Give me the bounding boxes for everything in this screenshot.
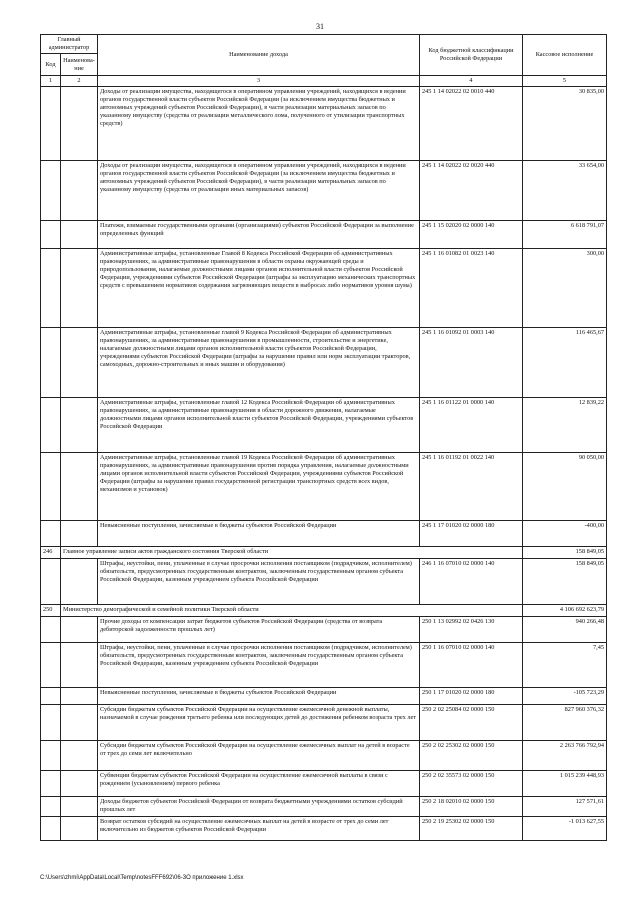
admin-name: Министерство демографической и семейной политики Тверской области [61, 605, 523, 617]
group-row [41, 547, 607, 559]
cash-amount: 116 465,67 [523, 328, 607, 398]
budget-code: 246 1 16 07010 02 0000 140 [420, 559, 523, 605]
cash-amount: -105 723,29 [523, 688, 607, 705]
cash-amount: 158 849,05 [523, 559, 607, 605]
empty-cell [41, 249, 61, 328]
col-number: 1 [41, 76, 61, 87]
cash-amount: 300,00 [523, 249, 607, 328]
table-row [41, 643, 607, 688]
income-name: Административные штрафы, установленные главой 12 Кодекса Российской Федерации об административных правонарушениях, за административные правонарушения в области дорожного движения, налагаемые должностными лицами органов исполнительной власти субъектов Российской Федерации, учреждениями субъектов Российской Федерации [98, 398, 420, 453]
table-row [41, 161, 607, 221]
budget-code: 245 1 16 01122 01 0000 140 [420, 398, 523, 453]
budget-code: 245 1 16 01082 01 0023 140 [420, 249, 523, 328]
budget-code: 250 1 16 07010 02 0000 140 [420, 643, 523, 688]
empty-cell [61, 771, 98, 797]
table-row [41, 741, 607, 771]
table-row [41, 817, 607, 841]
table-row [41, 249, 607, 328]
col-number: 4 [420, 76, 523, 87]
income-name: Платежи, взимаемые государственными органами (организациями) субъектов Российской Федерации за выполнение определенных функций [98, 221, 420, 249]
budget-code: 245 1 15 02020 02 0000 140 [420, 221, 523, 249]
budget-code: 250 1 13 02992 02 0426 130 [420, 617, 523, 643]
cash-amount: 827 960 376,32 [523, 705, 607, 741]
budget-code: 245 1 14 02022 02 0020 440 [420, 161, 523, 221]
table-row [41, 328, 607, 398]
cash-amount: -400,00 [523, 521, 607, 547]
income-name: Доходы от реализации имущества, находящегося в оперативном управлении учреждений, находящихся в ведении органов государственной власти субъектов Российской Федерации (за исключением имущества бюджетных и автономных учреждений субъектов Российской Федерации), в части реализации материальных запасов по указанному имуществу (средства от реализации иных материальных запасов) [98, 161, 420, 221]
cash-amount: 1 015 239 448,93 [523, 771, 607, 797]
income-name: Прочие доходы от компенсации затрат бюджетов субъектов Российской Федерации (средства от возврата дебиторской задолженности прошлых лет) [98, 617, 420, 643]
group-row [41, 605, 607, 617]
income-name: Административные штрафы, установленные главой 19 Кодекса Российской Федерации об административных правонарушениях, за административные правонарушения против порядка управления, налагаемые должностными лицами органов исполнительной власти субъектов Российской Федерации, учреждениями субъектов Российской Федерации (штрафы за нарушение правил государственной регистрации транспортных средств всех видов, механизмов и установок) [98, 453, 420, 521]
income-name: Невыясненные поступления, зачисляемые в бюджеты субъектов Российской Федерации [98, 521, 420, 547]
table-row [41, 771, 607, 797]
group-total: 4 106 692 623,79 [523, 605, 607, 617]
budget-code: 250 2 18 02010 02 0000 150 [420, 797, 523, 817]
income-name: Субсидии бюджетам субъектов Российской Федерации на осуществление ежемесячных выплат на детей в возрасте от трех до семи лет включительно [98, 741, 420, 771]
budget-code: 245 1 16 01192 01 0022 140 [420, 453, 523, 521]
empty-cell [41, 161, 61, 221]
empty-cell [41, 559, 61, 605]
table-row [41, 797, 607, 817]
empty-cell [61, 453, 98, 521]
col-number: 2 [61, 76, 98, 87]
cash-amount: 7,45 [523, 643, 607, 688]
cash-amount: 12 839,22 [523, 398, 607, 453]
admin-group-header: Главный администратор [41, 35, 98, 54]
empty-cell [61, 249, 98, 328]
table-row [41, 221, 607, 249]
group-total: 158 849,05 [523, 547, 607, 559]
empty-cell [41, 741, 61, 771]
empty-cell [61, 688, 98, 705]
empty-cell [61, 617, 98, 643]
admin-code: 250 [41, 605, 61, 617]
admin-code: 246 [41, 547, 61, 559]
empty-cell [61, 559, 98, 605]
empty-cell [61, 817, 98, 841]
empty-cell [41, 221, 61, 249]
empty-cell [41, 643, 61, 688]
empty-cell [41, 771, 61, 797]
budget-code: 250 1 17 01020 02 0000 180 [420, 688, 523, 705]
income-name: Субсидии бюджетам субъектов Российской Федерации на осуществление ежемесячной денежной выплаты, назначаемой в случае рождения третьего ребенка или последующих детей до достижения ребенком возраста трех лет [98, 705, 420, 741]
empty-cell [61, 221, 98, 249]
empty-cell [61, 521, 98, 547]
cash-amount: 940 266,48 [523, 617, 607, 643]
income-name: Штрафы, неустойки, пени, уплаченные в случае просрочки исполнения поставщиком (подрядчиком, исполнителем) обязательств, предусмотренных государственным контрактом, заключенным государственным органом субъекта Российской Федерации, казенным учреждением субъекта Российской Федерации [98, 643, 420, 688]
col-number: 5 [523, 76, 607, 87]
income-name: Доходы бюджетов субъектов Российской Федерации от возврата бюджетными учреждениями остатков субсидий прошлых лет [98, 797, 420, 817]
empty-cell [41, 328, 61, 398]
income-name: Штрафы, неустойки, пени, уплаченные в случае просрочки исполнения поставщиком (подрядчиком, исполнителем) обязательств, предусмотренных государственным контрактом, заключенным государственным органом субъекта Российской Федерации, казенным учреждением субъекта Российской Федерации [98, 559, 420, 605]
empty-cell [61, 741, 98, 771]
empty-cell [41, 688, 61, 705]
empty-cell [41, 87, 61, 161]
cash-header: Кассовое исполнение [523, 35, 607, 76]
cash-amount: 6 618 791,07 [523, 221, 607, 249]
income-name: Административные штрафы, установленные Главой 8 Кодекса Российской Федерации об административных правонарушениях, за административные правонарушения в области охраны окружающей среды и природопользования, налагаемые должностными лицами органов исполнительной власти субъектов Российской Федерации, учреждениями субъектов Российской Федерации (штрафы за эксплуатацию механических транспортных средств с превышением нормативов содержания загрязняющих веществ в выбросах либо нормативов уровня шума) [98, 249, 420, 328]
income-name: Субвенции бюджетам субъектов Российской Федерации на осуществление ежемесячной выплаты в связи с рождением (усыновлением) первого ребенка [98, 771, 420, 797]
table-row [41, 688, 607, 705]
empty-cell [41, 797, 61, 817]
table-row [41, 521, 607, 547]
income-name: Административные штрафы, установленные главой 9 Кодекса Российской Федерации об административных правонарушениях, за административные правонарушения в промышленности, строительстве и энергетике, налагаемые должностными лицами органов исполнительной власти субъектов Российской Федерации, учреждениями субъектов Российской Федерации (штрафы за нарушение правил или норм эксплуатации тракторов, самоходных, дорожно-строительных и иных машин и оборудования) [98, 328, 420, 398]
empty-cell [41, 398, 61, 453]
table-row [41, 617, 607, 643]
empty-cell [41, 617, 61, 643]
income-name: Возврат остатков субсидий на осуществление ежемесячных выплат на детей в возрасте от трех до семи лет включительно из бюджетов субъектов Российской Федерации [98, 817, 420, 841]
income-table [40, 34, 607, 841]
income-name: Доходы от реализации имущества, находящегося в оперативном управлении учреждений, находящихся в ведении органов государственной власти субъектов Российской Федерации (за исключением имущества бюджетных и автономных учреждений субъектов Российской Федерации), в части реализации материальных запасов по указанному имуществу (средства от реализации металлического лома, полученного от утилизации транспортных средств) [98, 87, 420, 161]
budget-code-header: Код бюджетной классификации Российской Федерации [420, 35, 523, 76]
budget-code: 250 2 02 25084 02 0000 150 [420, 705, 523, 741]
table-row [41, 87, 607, 161]
empty-cell [61, 797, 98, 817]
empty-cell [41, 453, 61, 521]
col-number: 3 [98, 76, 420, 87]
empty-cell [41, 705, 61, 741]
empty-cell [61, 161, 98, 221]
empty-cell [41, 817, 61, 841]
empty-cell [61, 705, 98, 741]
budget-code: 250 2 02 25302 02 0000 150 [420, 741, 523, 771]
code-header: Код [41, 54, 61, 76]
empty-cell [61, 643, 98, 688]
table-row [41, 453, 607, 521]
table-row [41, 705, 607, 741]
budget-code: 250 2 02 35573 02 0000 150 [420, 771, 523, 797]
cash-amount: -1 013 627,55 [523, 817, 607, 841]
budget-code: 245 1 14 02022 02 0010 440 [420, 87, 523, 161]
cash-amount: 33 654,00 [523, 161, 607, 221]
table-row [41, 398, 607, 453]
budget-code: 245 1 16 01092 01 0003 140 [420, 328, 523, 398]
empty-cell [61, 398, 98, 453]
admin-name: Главное управление записи актов гражданского состояния Тверской области [61, 547, 523, 559]
income-name: Невыясненные поступления, зачисляемые в бюджеты субъектов Российской Федерации [98, 688, 420, 705]
empty-cell [61, 87, 98, 161]
budget-code: 250 2 19 25302 02 0000 150 [420, 817, 523, 841]
empty-cell [41, 521, 61, 547]
file-path-footer: C:\Users\zhmi\AppData\Local\Temp\notesFFF692\06-3О приложение 1.xlsx [40, 875, 244, 881]
cash-amount: 90 050,00 [523, 453, 607, 521]
income-name-header: Наименование дохода [98, 35, 420, 76]
cash-amount: 30 835,00 [523, 87, 607, 161]
admin-name-header: Наименова-ние [61, 54, 98, 76]
table-row [41, 559, 607, 605]
cash-amount: 2 263 766 792,94 [523, 741, 607, 771]
page-number: 31 [316, 22, 324, 31]
cash-amount: 127 571,61 [523, 797, 607, 817]
budget-code: 245 1 17 01020 02 0000 180 [420, 521, 523, 547]
empty-cell [61, 328, 98, 398]
